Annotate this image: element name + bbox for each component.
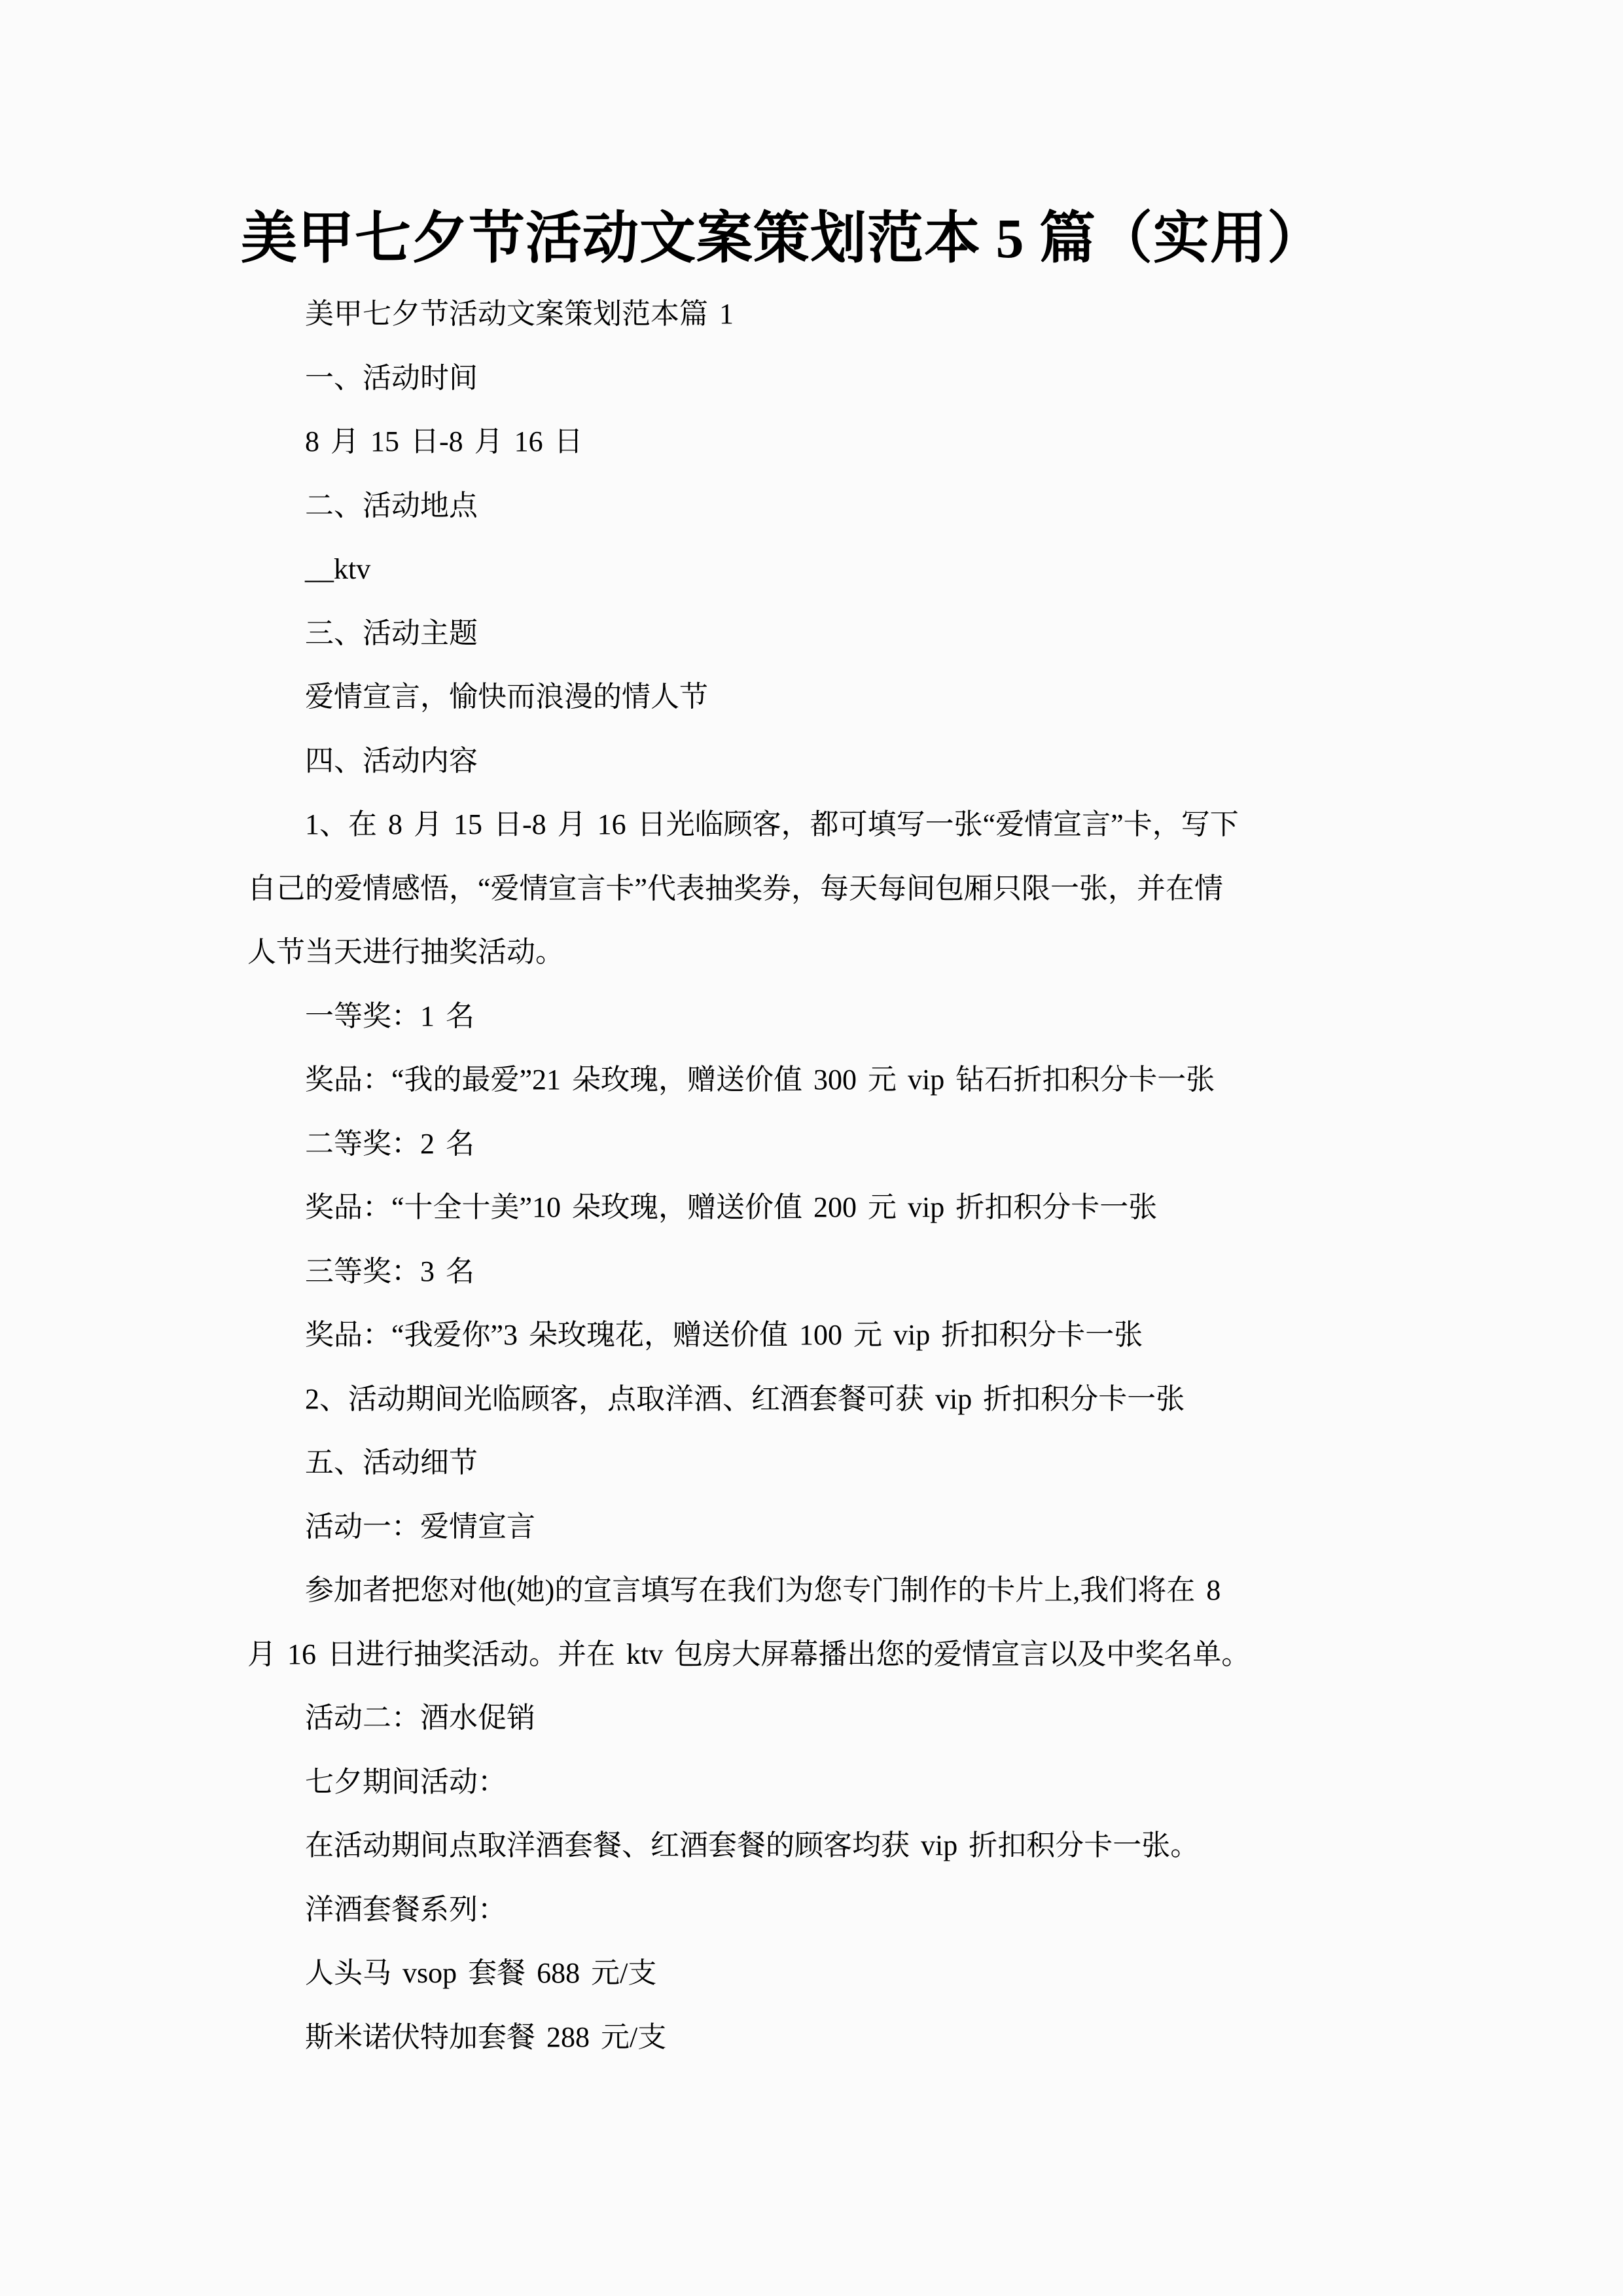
text-line: 爱情宣言，愉快而浪漫的情人节 bbox=[305, 681, 708, 713]
text-line: 参加者把您对他(她)的宣言填写在我们为您专门制作的卡片上,我们将在 8 bbox=[305, 1574, 1221, 1606]
document-body bbox=[247, 282, 1399, 2069]
text-line: 活动二：酒水促销 bbox=[305, 1702, 535, 1734]
text-line: 四、活动内容 bbox=[305, 744, 478, 777]
text-line: 三等奖：3 名 bbox=[305, 1255, 474, 1287]
text-line: 七夕期间活动： bbox=[305, 1765, 507, 1798]
text-line: __ktv bbox=[305, 553, 371, 585]
text-line: 二等奖：2 名 bbox=[305, 1127, 474, 1160]
text-line: 奖品：“我的最爱”21 朵玫瑰，赠送价值 300 元 vip 钻石折扣积分卡一张 bbox=[305, 1064, 1215, 1096]
text-line: 奖品：“十全十美”10 朵玫瑰，赠送价值 200 元 vip 折扣积分卡一张 bbox=[305, 1191, 1158, 1223]
text-line: 人头马 vsop 套餐 688 元/支 bbox=[305, 1957, 657, 1989]
text-line: 人节当天进行抽奖活动。 bbox=[247, 936, 564, 968]
text-line: 斯米诺伏特加套餐 288 元/支 bbox=[305, 2020, 667, 2053]
text-line: 奖品：“我爱你”3 朵玫瑰花，赠送价值 100 元 vip 折扣积分卡一张 bbox=[305, 1319, 1143, 1351]
text-line: 一、活动时间 bbox=[305, 361, 478, 394]
text-line: 月 16 日进行抽奖活动。并在 ktv 包房大屏幕播出您的爱情宣言以及中奖名单。 bbox=[247, 1638, 1251, 1670]
text-line: 在活动期间点取洋酒套餐、红酒套餐的顾客均获 vip 折扣积分卡一张。 bbox=[305, 1829, 1200, 1861]
text-line: 自己的爱情感悟，“爱情宣言卡”代表抽奖券，每天每间包厢只限一张，并在情 bbox=[247, 872, 1224, 905]
text-line: 8 月 15 日-8 月 16 日 bbox=[305, 425, 583, 457]
document-title: 美甲七夕节活动文案策划范本 5 篇（实用） bbox=[241, 207, 1324, 270]
text-line: 一等奖：1 名 bbox=[305, 999, 474, 1032]
text-line: 三、活动主题 bbox=[305, 617, 478, 649]
text-line: 活动一：爱情宣言 bbox=[305, 1510, 535, 1543]
text-line: 洋酒套餐系列： bbox=[305, 1893, 507, 1926]
text-line: 1、在 8 月 15 日-8 月 16 日光临顾客，都可填写一张“爱情宣言”卡，写下 bbox=[305, 808, 1239, 840]
text-line: 2、活动期间光临顾客，点取洋酒、红酒套餐可获 vip 折扣积分卡一张 bbox=[305, 1382, 1185, 1415]
text-line: 二、活动地点 bbox=[305, 489, 478, 522]
text-line: 美甲七夕节活动文案策划范本篇 1 bbox=[305, 298, 734, 330]
text-line: 五、活动细节 bbox=[305, 1446, 478, 1479]
